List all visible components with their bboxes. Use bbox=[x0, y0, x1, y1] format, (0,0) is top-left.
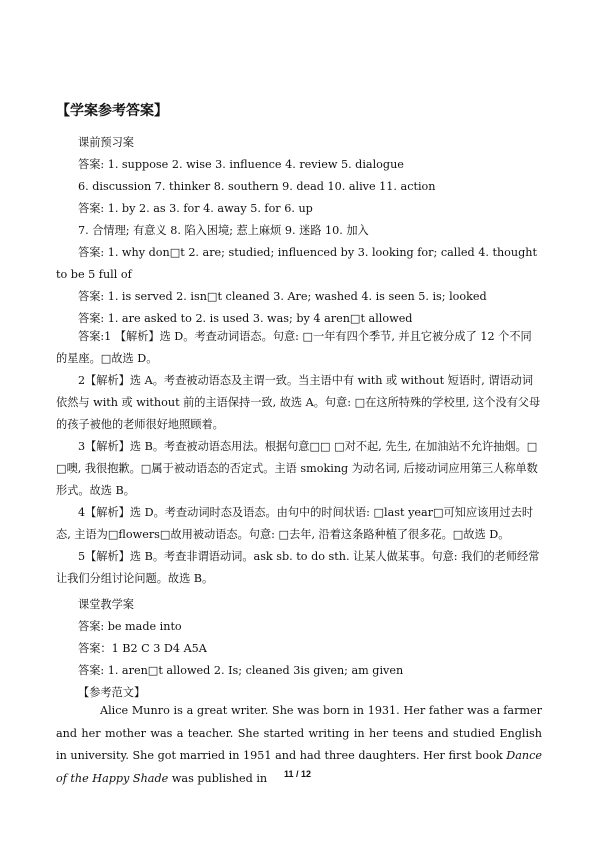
answer-line: 答案: 1. by 2. as 3. for 4. away 5. for 6. up bbox=[78, 202, 313, 215]
explanation-4: 4【解析】选 D。考查动词时态及语态。由句中的时间状语: □last year□可知应该用过去时态, 主语为□flowers□故用被动语态。句意: □去年, 沿着这条路种植了很多花。□故选 D。 bbox=[56, 506, 534, 541]
answer-line: 答案: 1. are asked to 2. is used 3. was; by 4 aren□t allowed bbox=[78, 312, 413, 325]
explanation-1: 答案:1 【解析】选 D。考查动词语态。句意: □一年有四个季节, 并且它被分成了 12 个不同的星座。□故选 D。 bbox=[56, 330, 532, 365]
answer-line: 7. 合情理; 有意义 8. 陷入困境; 惹上麻烦 9. 迷路 10. 加入 bbox=[78, 224, 369, 237]
answer-line-continued: to be 5 full of bbox=[56, 268, 132, 281]
page-number: 11 / 12 bbox=[283, 769, 312, 779]
answer-line: 答案: 1. suppose 2. wise 3. influence 4. review 5. dialogue bbox=[78, 158, 404, 171]
model-essay: Alice Munro is a great writer. She was born in 1931. Her father was a farmer and her mother was a teacher. She started writing in her teens and studied English in university. She got married in 1951 and had three daughters. Her first book Dance of the Happy Shade was published in bbox=[56, 704, 542, 785]
answer-line: 答案: be made into bbox=[78, 620, 182, 633]
explanation-3: 3【解析】选 B。考查被动语态用法。根据句意□□ □对不起, 先生, 在加油站不允许抽烟。□ □噢, 我很抱歉。□属于被动语态的否定式。主语 smoking 为动名词, 后接动词应用第三人称单数形式。故选 B。 bbox=[56, 440, 538, 497]
answer-line: 答案: 1. aren□t allowed 2. Is; cleaned 3is given; am given bbox=[78, 664, 404, 677]
answer-line: 答案：1 B2 C 3 D4 A5A bbox=[78, 642, 207, 655]
book-title: Dance of the Happy Shade bbox=[56, 749, 542, 785]
section-title: 【学案参考答案】 bbox=[56, 103, 168, 119]
subsection-class: 课堂教学案 bbox=[78, 598, 134, 611]
subsection-preview: 课前预习案 bbox=[78, 136, 134, 149]
answer-line: 6. discussion 7. thinker 8. southern 9. dead 10. alive 11. action bbox=[78, 180, 436, 193]
answer-line: 答案: 1. why don□t 2. are; studied; influenced by 3. looking for; called 4. thought bbox=[78, 246, 537, 259]
explanation-2: 2【解析】选 A。考查被动语态及主谓一致。当主语中有 with 或 without 短语时, 谓语动词依然与 with 或 without 前的主语保持一致, 故选 A。句意: □在这所特殊的学校里, 这个没有父母的孩子被他的老师很好地照顾着。 bbox=[56, 374, 541, 431]
answer-line: 答案: 1. is served 2. isn□t cleaned 3. Are; washed 4. is seen 5. is; looked bbox=[78, 290, 487, 303]
model-essay-heading: 【参考范文】 bbox=[78, 686, 146, 699]
explanation-5: 5【解析】选 B。考查非谓语动词。ask sb. to do sth. 让某人做某事。句意: 我们的老师经常让我们分组讨论问题。故选 B。 bbox=[56, 550, 540, 585]
